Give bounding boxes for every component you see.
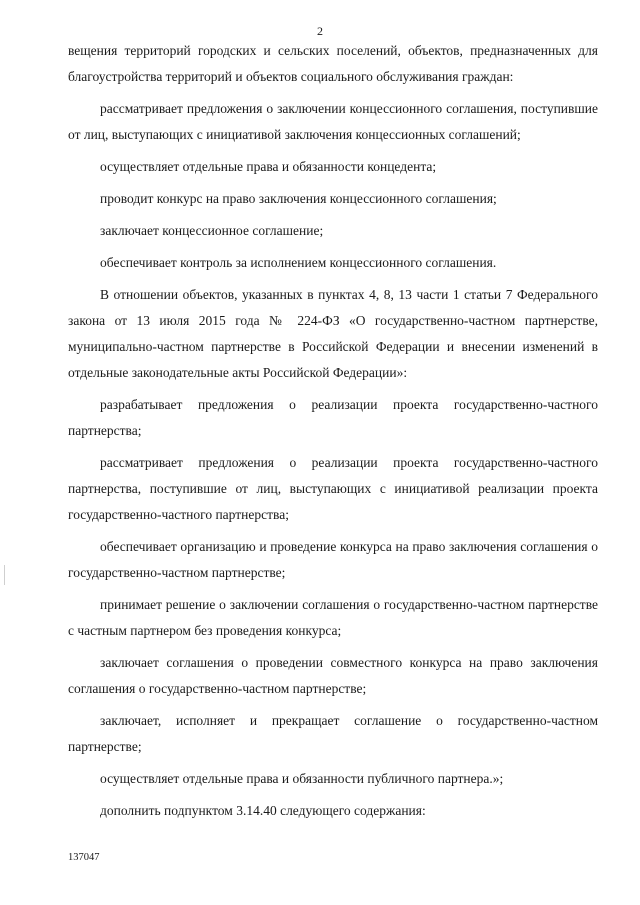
paragraph: осуществляет отдельные права и обязанности публичного партнера.»; xyxy=(100,771,504,786)
paragraph: проводит конкурс на право заключения концессионного соглашения; xyxy=(100,191,497,206)
paragraph: рассматривает предложения о реализации проекта государственно-частного партнерства, поступившие от лиц, выступающих с инициативой реализации проекта государственно-частного партнерства; xyxy=(68,455,598,522)
paragraph: осуществляет отдельные права и обязанности концедента; xyxy=(100,159,437,174)
page-number: 2 xyxy=(317,24,323,38)
paragraph: разрабатывает предложения о реализации проекта государственно-частного партнерства; xyxy=(68,397,598,438)
paragraph: обеспечивает организацию и проведение конкурса на право заключения соглашения о государственно-частном партнерстве; xyxy=(68,539,598,580)
paragraph: В отношении объектов, указанных в пунктах 4, 8, 13 части 1 статьи 7 Федерального закона от 13 июля 2015 года № 224-ФЗ «О государственно-частном партнерстве, муниципально-частном партнерстве в Российской Федерации и внесении изменений в отдельные законодательные акты Российской Федерации»: xyxy=(68,287,598,380)
document-id: 137047 xyxy=(68,852,100,863)
paragraph: обеспечивает контроль за исполнением концессионного соглашения. xyxy=(100,255,497,270)
paragraph: дополнить подпунктом 3.14.40 следующего содержания: xyxy=(100,803,426,818)
scan-margin-mark xyxy=(4,565,5,585)
paragraph: вещения территорий городских и сельских поселений, объектов, предназначенных для благоустройства территорий и объектов социального обслуживания граждан: xyxy=(68,43,598,84)
paragraph: заключает, исполняет и прекращает соглашение о государственно-частном партнерстве; xyxy=(68,713,598,754)
document-body xyxy=(68,38,598,830)
paragraph: принимает решение о заключении соглашения о государственно-частном партнерстве с частным партнером без проведения конкурса; xyxy=(68,597,598,638)
paragraph: заключает соглашения о проведении совместного конкурса на право заключения соглашения о государственно-частном партнерстве; xyxy=(68,655,598,696)
paragraph: заключает концессионное соглашение; xyxy=(100,223,324,238)
paragraph: рассматривает предложения о заключении концессионного соглашения, поступившие от лиц, выступающих с инициативой заключения концессионных соглашений; xyxy=(68,101,598,142)
